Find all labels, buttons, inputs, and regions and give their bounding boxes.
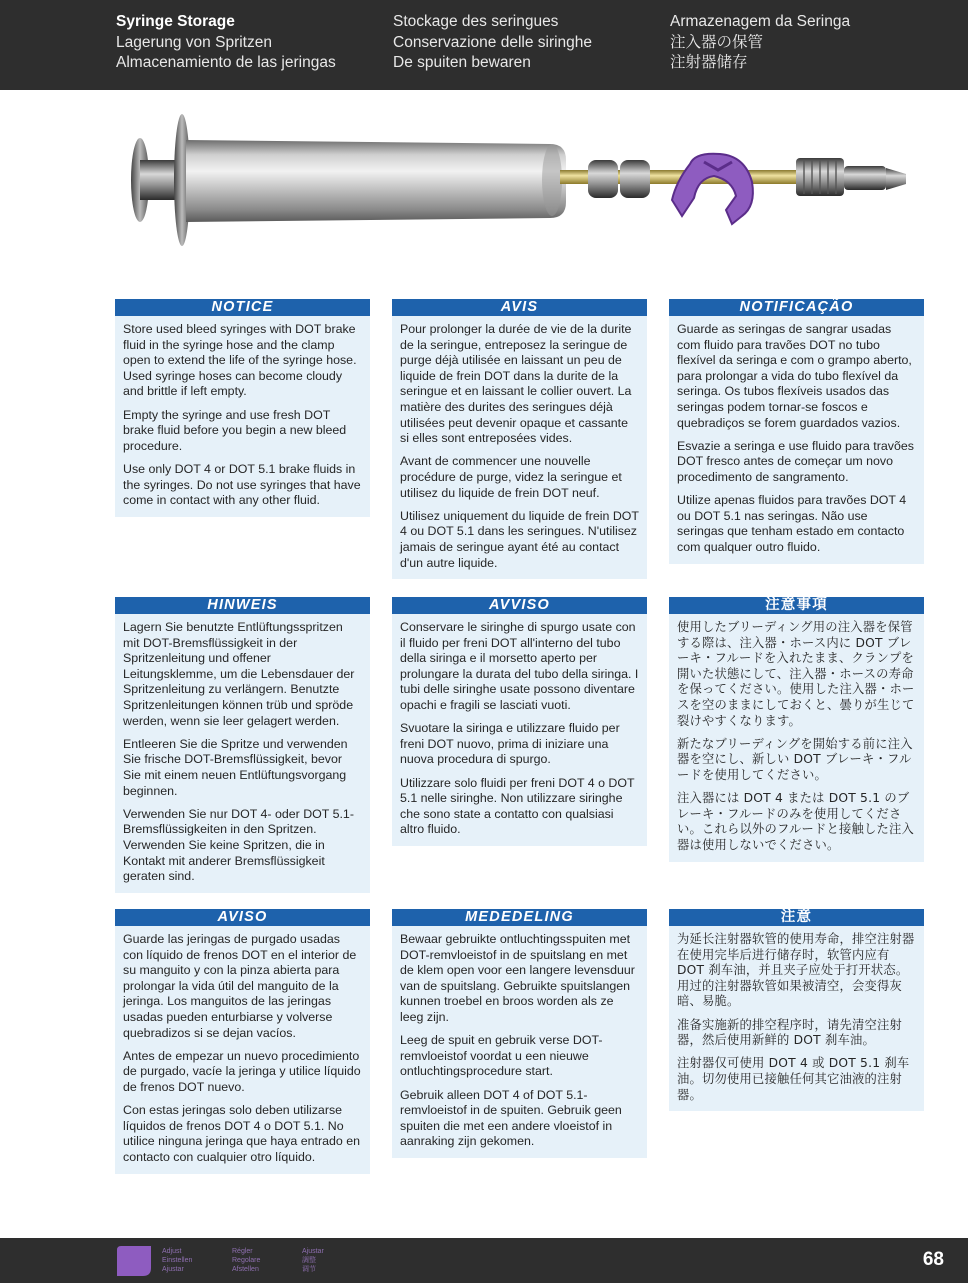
- notice-box-it: [392, 597, 647, 846]
- section-title-it: Conservazione delle siringhe: [393, 33, 593, 51]
- notice-paragraph: Use only DOT 4 or DOT 5.1 brake fluids in the syringes. Do not use syringes that have come in contact with any other fluid.: [123, 461, 361, 508]
- notice-title-de: HINWEIS: [115, 597, 370, 614]
- section-title-zh: 注射器储存: [670, 54, 748, 71]
- notice-paragraph: 注射器仅可使用 DOT 4 或 DOT 5.1 刹车油。切勿使用已接触任何其它油液的注射器。: [677, 1056, 910, 1102]
- section-title-de: Lagerung von Spritzen: [116, 33, 272, 51]
- notice-paragraph: Utilisez uniquement du liquide de frein DOT 4 ou DOT 5.1 dans les seringues. N'utilisez jamais de seringue ayant été au contact d'un autre liquide.: [400, 508, 639, 570]
- notice-body-nl: [392, 926, 647, 1158]
- notice-box-en: [115, 299, 370, 517]
- section-title-en: Syringe Storage: [116, 13, 235, 30]
- notice-paragraph: Conservare le siringhe di spurgo usate con il fluido per freni DOT all'interno del tubo della siringa e il morsetto aperto per prolungare la durata del tubo della siringa. I tubi delle siringhe usate possono diventare opachi e fragili se lasciati vuoti.: [400, 620, 639, 712]
- footer-tab-label: 調整: [302, 1257, 316, 1264]
- notice-paragraph: Verwenden Sie nur DOT 4- oder DOT 5.1-Bremsflüssigkeiten in den Spritzen. Verwenden Sie keine Spritzen, die in Kontakt mit anderer Bremsflüssigkeit geraten sind.: [123, 806, 354, 884]
- footer-tab-label: Régler: [232, 1248, 253, 1255]
- notice-paragraph: 新たなブリーディングを開始する前に注入器を空にし、新しい DOT ブレーキ・フルードを使用してください。: [677, 736, 913, 782]
- notice-body-en: [115, 316, 370, 517]
- notice-box-zh: [669, 909, 924, 1111]
- page-number: 68: [922, 1249, 944, 1270]
- notice-box-fr: [392, 299, 647, 579]
- footer-tab-label: Afstellen: [232, 1266, 259, 1273]
- notice-title-it: AVVISO: [392, 597, 647, 614]
- section-title-es: Almacenamiento de las jeringas: [116, 54, 336, 71]
- notice-paragraph: 为延长注射器软管的使用寿命，排空注射器在使用完毕后进行储存时，软管内应有 DOT 刹车油，并且夹子应处于打开状态。用过的注射器软管如果被清空，会变得灰暗、易脆。: [677, 932, 915, 1009]
- syringe-illustration: [120, 104, 920, 264]
- section-title-nl: De spuiten bewaren: [393, 54, 531, 71]
- footer-tab-label: Ajustar: [162, 1266, 184, 1273]
- section-title-ja: 注入器の保管: [670, 33, 764, 51]
- notice-body-es: [115, 926, 370, 1174]
- footer-tab-label: Adjust: [162, 1248, 182, 1255]
- hose-fitting-2: [620, 160, 650, 198]
- notice-paragraph: Esvazie a seringa e use fluido para travões DOT fresco antes de começar um novo procedimento de sangramento.: [677, 438, 914, 484]
- notice-box-nl: [392, 909, 647, 1158]
- notice-paragraph: 注入器には DOT 4 または DOT 5.1 のブレーキ・フルードのみを使用してください。これら以外のフルードと接触した注入器は使用しないでください。: [677, 791, 914, 852]
- hose-clamp-purple: [672, 154, 753, 224]
- notice-body-ja: [669, 614, 924, 862]
- header-band: [0, 0, 968, 90]
- notice-title-fr: AVIS: [392, 299, 647, 316]
- hose-fitting-1: [588, 160, 618, 198]
- notice-paragraph: Gebruik alleen DOT 4 of DOT 5.1-remvloeistof in de spuiten. Gebruik geen spuiten die met een andere vloeistof in aanraking zijn gekomen.: [400, 1087, 622, 1149]
- notice-paragraph: Store used bleed syringes with DOT brake fluid in the syringe hose and the clamp open to extend the life of the syringe hose. Used syringe hoses can become cloudy and brittle if left empty.: [123, 322, 357, 399]
- section-title-fr: Stockage des seringues: [393, 13, 559, 30]
- syringe-barrel: [186, 140, 566, 222]
- notice-title-pt: NOTIFICAÇÃO: [669, 299, 924, 316]
- notice-body-de: [115, 614, 370, 893]
- footer-tab-regler[interactable]: [232, 1247, 260, 1274]
- footer-band: [0, 1238, 968, 1283]
- notice-paragraph: Utilize apenas fluidos para travões DOT 4 ou DOT 5.1 nas seringas. Não use seringas que tenham estado em contacto com qualquer outro fluido.: [677, 493, 907, 554]
- notice-paragraph: Lagern Sie benutzte Entlüftungsspritzen mit DOT-Bremsflüssigkeit in der Spritzenleitung und offener Leitungsklemme, um die Lebensdauer der Spritzenleitung zu verlängern. Benutzte Spritzenleitungen können trüb und spröde werden, wenn sie leer gelagert werden.: [123, 620, 355, 728]
- notice-title-es: AVISO: [115, 909, 370, 926]
- footer-tab-label: 调节: [302, 1266, 316, 1273]
- notice-paragraph: 使用したブリーディング用の注入器を保管する際は、注入器・ホース内に DOT ブレーキ・フルードを入れたまま、クランプを開いた状態にして、注入器・ホースの寿命を保ってください。使用した注入器・ホースを空のままにしておくと、曇りが生じて裂けやすくなります。: [677, 620, 915, 728]
- adjust-section-icon: [117, 1246, 151, 1276]
- notice-paragraph: Entleeren Sie die Spritze und verwenden Sie frische DOT-Bremsflüssigkeit, bevor Sie mit einem neuen Entlüftungsvorgang beginnen.: [123, 736, 348, 798]
- notice-paragraph: Guarde las jeringas de purgado usadas con líquido de frenos DOT en el interior de su manguito y con la pinza abierta para prolongar la vida útil del manguito de la jeringa. Los manguitos de las jeringas usadas pueden enturbiarse y volverse quebradizos si se dejan vacíos.: [123, 932, 357, 1040]
- header-col-2: [393, 12, 592, 74]
- notice-paragraph: Antes de empezar un nuevo procedimiento de purgado, vacíe la jeringa y utilice líquido de frenos DOT nuevo.: [123, 1048, 361, 1094]
- notice-paragraph: Leeg de spuit en gebruik verse DOT-remvloeistof voordat u een nieuwe ontluchtingsprocedure start.: [400, 1033, 603, 1079]
- notice-body-zh: [669, 926, 924, 1111]
- footer-tab-ajustar[interactable]: [302, 1247, 324, 1274]
- notice-box-ja: [669, 597, 924, 862]
- notice-box-pt: [669, 299, 924, 564]
- notice-paragraph: Pour prolonger la durée de vie de la durite de la seringue, entreposez la seringue de purge déjà utilisée en laissant un peu de liquide de frein DOT dans la durite de la seringue et en laissant le collier ouvert. La matière des durites des seringues déjà utilisées peut devenir opaque et cassante si elles sont entreposées vides.: [400, 322, 632, 446]
- footer-tab-label: Einstellen: [162, 1257, 193, 1264]
- notice-paragraph: Guarde as seringas de sangrar usadas com fluido para travões DOT no tubo flexível da seringa e com o grampo aberto, para prolongar a vida do tubo flexível da seringa. Os tubos flexíveis usados das seringas podem tornar-se foscos e quebradiços se forem guardados vazios.: [677, 322, 912, 430]
- notice-paragraph: Avant de commencer une nouvelle procédure de purge, videz la seringue et utilisez du liquide de frein DOT neuf.: [400, 454, 622, 500]
- notice-paragraph: Con estas jeringas solo deben utilizarse líquidos de frenos DOT 4 o DOT 5.1. No utilice ninguna jeringa que haya entrado en contacto con cualquier otro líquido.: [123, 1103, 360, 1164]
- header-col-3: [670, 12, 850, 74]
- header-col-1: [116, 12, 336, 74]
- notice-paragraph: Utilizzare solo fluidi per freni DOT 4 o DOT 5.1 nelle siringhe. Non utilizzare siringhe che sono state a contatto con qualsiasi altro fluido.: [400, 775, 635, 837]
- notice-title-ja: 注意事項: [669, 597, 924, 614]
- notice-paragraph: Svuotare la siringa e utilizzare fluido per freni DOT nuovo, prima di iniziare una nuova procedura di spurgo.: [400, 721, 620, 767]
- notice-title-nl: MEDEDELING: [392, 909, 647, 926]
- notice-title-zh: 注意: [669, 909, 924, 926]
- notice-box-es: [115, 909, 370, 1174]
- notice-box-de: [115, 597, 370, 893]
- notice-paragraph: Bewaar gebruikte ontluchtingsspuiten met DOT-remvloeistof in de spuitslang en met de klem open voor een langere levensduur van de spuitslang. Gebruikte spuitslangen kunnen troebel en broos worden als ze leeg zijn.: [400, 932, 635, 1024]
- notice-body-it: [392, 614, 647, 846]
- footer-tab-adjust[interactable]: [162, 1247, 192, 1274]
- notice-title-en: NOTICE: [115, 299, 370, 316]
- notice-paragraph: 准备实施新的排空程序时，请先清空注射器，然后使用新鲜的 DOT 刹车油。: [677, 1017, 902, 1048]
- notice-paragraph: Empty the syringe and use fresh DOT brake fluid before you begin a new bleed procedure.: [123, 407, 347, 453]
- end-nozzle: [844, 166, 886, 190]
- notice-body-pt: [669, 316, 924, 564]
- footer-tab-label: Regolare: [232, 1257, 261, 1264]
- footer-tab-label: Ajustar: [302, 1248, 324, 1255]
- section-title-pt: Armazenagem da Seringa: [670, 13, 851, 30]
- notice-body-fr: [392, 316, 647, 579]
